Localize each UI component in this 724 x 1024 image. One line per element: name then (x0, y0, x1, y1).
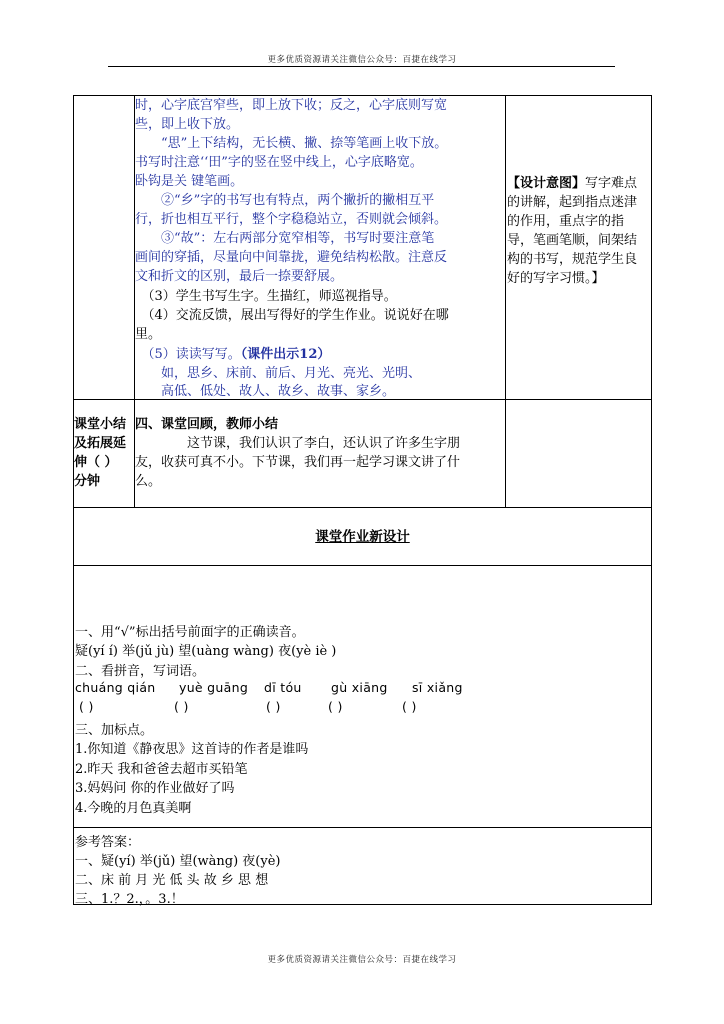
lesson-table (73, 95, 652, 905)
answer-key-line: 一、疑(yí) 举(jǔ) 望(wàng) 夜(yè) (75, 854, 281, 869)
summary-label-line: 及拓展延 (74, 436, 127, 451)
design-line (507, 175, 637, 194)
design-text: 写字难点 (585, 176, 638, 191)
summary-title: 四、课堂回顾，教师小结 (135, 417, 279, 432)
summary-label-line: 伸（ ） (74, 455, 118, 470)
design-line: 导，笔画笔顺，间架结 (507, 233, 638, 248)
pinyin-1: chuáng qián (75, 680, 156, 695)
read-write-line (135, 346, 330, 365)
read-write-label: （5）读读写写。 (135, 347, 241, 362)
guidance-line: “思”上下结构，无长横、撇、捺等笔画上收下放。 (135, 136, 448, 151)
answer-blank-3[interactable]: ( ) (266, 699, 281, 714)
design-line: 的作用，重点字的指 (507, 214, 625, 229)
summary-label-line: 课堂小结 (74, 417, 127, 432)
answer-key-title: 参考答案： (75, 835, 141, 850)
design-line: 构的书写，规范学生良 (507, 252, 638, 267)
punctuation-item: 1.你知道《静夜思》这首诗的作者是谁吗 (75, 742, 309, 757)
guidance-line: 书写时注意‘‘田”字的竖在竖中线上，心字底略宽。 (135, 155, 423, 170)
pinyin-2: yuè guāng (179, 680, 249, 695)
design-line: 的讲解，起到指点迷津 (507, 195, 638, 210)
guidance-line: 文和折文的区别，最后一捺要舒展。 (135, 269, 344, 284)
homework-title: 课堂作业新设计 (315, 529, 410, 545)
punctuation-item: 3.妈妈问 你的作业做好了吗 (75, 781, 235, 796)
guidance-line: 行，折也相互平行，整个字稳稳站立，否则就会倾斜。 (135, 212, 448, 227)
word-list-line: 如，思乡、床前、前后、月光、亮光、光明、 (135, 366, 422, 381)
guidance-line: 卧钩是关 键笔画。 (135, 174, 244, 189)
design-intent-label: 【设计意图】 (507, 176, 586, 191)
question-1-title: 一、用“√”标出括号前面字的正确读音。 (75, 625, 305, 640)
word-list-line: 高低、低处、故人、故乡、故事、家乡。 (135, 384, 396, 399)
answer-blank-1[interactable]: ( ) (79, 699, 94, 714)
summary-line: 友，收获可真不小。下节课，我们再一起学习课文讲了什 (135, 455, 461, 470)
answer-blank-5[interactable]: ( ) (402, 699, 417, 714)
pinyin-3: dī tóu (264, 680, 302, 695)
answer-key-line: 二、床 前 月 光 低 头 故 乡 思 想 (75, 873, 269, 888)
page-footer: 更多优质资源请关注微信公众号：百捷在线学习 (267, 955, 457, 965)
guidance-line: 里。 (135, 327, 162, 342)
design-line: 好的写字习惯。】 (507, 271, 605, 286)
answer-blank-4[interactable]: ( ) (328, 699, 343, 714)
summary-label-line: 分钟 (74, 474, 101, 489)
summary-line: 么。 (135, 474, 162, 489)
homework-title-cell (73, 525, 652, 545)
question-1-options: 疑(yí í) 举(jǔ jù) 望(uàng wàng) 夜(yè iè ) (75, 644, 337, 659)
answer-blank-2[interactable]: ( ) (174, 699, 189, 714)
guidance-line: 时，心字底宫窄些，即上放下收；反之，心字底则写宽 (135, 98, 448, 113)
pinyin-5: sī xiǎng (412, 680, 463, 695)
table-border-right (651, 95, 652, 905)
header-divider (108, 66, 615, 67)
row-divider-2 (73, 507, 652, 508)
punctuation-item: 4.今晚的月色真美啊 (75, 801, 192, 816)
question-2-title: 二、看拼音，写词语。 (75, 664, 206, 679)
guidance-line: （4）交流反馈，展出写得好的学生作业。说说好在哪 (135, 308, 449, 323)
pinyin-4: gù xiāng (331, 680, 388, 695)
guidance-line: 画间的穿插，尽量向中间靠拢，避免结构松散。注意反 (135, 250, 448, 265)
guidance-line: ②“乡”字的书写也有特点，两个撇折的撇相互平 (135, 193, 435, 208)
guidance-line: （3）学生书写生字。生描红，师巡视指导。 (135, 289, 397, 304)
punctuation-item: 2.昨天 我和爸爸去超市买铅笔 (75, 762, 248, 777)
question-3-title: 三、加标点。 (75, 723, 154, 738)
guidance-line: 些，即上收下放。 (135, 117, 240, 132)
table-border-left (73, 95, 74, 905)
exercise-cell (75, 566, 650, 826)
guidance-line: ③“故”：左右两部分宽窄相等，书写时要注意笔 (135, 231, 435, 246)
col-divider-right (505, 95, 506, 507)
answer-key-cell (75, 828, 650, 907)
page-header: 更多优质资源请关注微信公众号：百捷在线学习 (267, 55, 457, 65)
table-border-top (73, 95, 652, 96)
courseware-note: （课件出示12） (240, 347, 331, 362)
answer-key-line: 三、1.？2.，。3.！ (75, 892, 184, 907)
summary-line: 这节课，我们认识了李白，还认识了许多生字朋 (135, 436, 461, 451)
